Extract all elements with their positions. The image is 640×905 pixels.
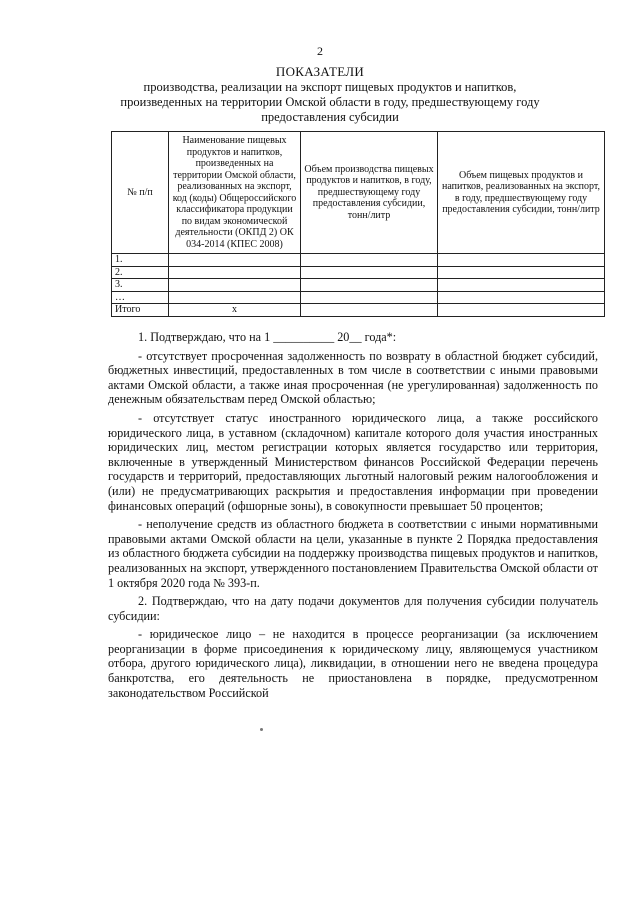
table-cell [301, 304, 438, 317]
table-cell [169, 279, 301, 292]
table-cell [438, 266, 605, 279]
document-subtitle: производства, реализации на экспорт пищевых продуктов и напитков, произведенных на территории Омской области в году, предшествующему году предоставления субсидии [120, 80, 540, 124]
table-row [112, 279, 605, 292]
document-title: ПОКАЗАТЕЛИ [275, 64, 365, 79]
scan-speck [260, 728, 263, 731]
table-cell [301, 279, 438, 292]
table-cell [438, 254, 605, 267]
table-cell: … [112, 291, 169, 304]
table-cell [301, 266, 438, 279]
table-cell: х [169, 304, 301, 317]
table-cell [438, 291, 605, 304]
table-cell [438, 279, 605, 292]
table-cell [301, 254, 438, 267]
table-cell: 2. [112, 266, 169, 279]
table-row [112, 266, 605, 279]
document-body [108, 330, 598, 704]
table-row [112, 254, 605, 267]
table-cell [169, 254, 301, 267]
table-cell: 3. [112, 279, 169, 292]
table-header-row [112, 132, 605, 254]
paragraph: - отсутствует просроченная задолженность по возврату в областной бюджет субсидий, бюджетных инвестиций, предоставленных в том числе в соответствии с иными правовыми актами Омской области, а также иная просроченная (не урегулированная) задолженность по денежным обязательствам перед Омской областью; [108, 348, 598, 407]
paragraph: - неполучение средств из областного бюджета в соответствии с иными нормативными правовыми актами Омской области на цели, указанные в пункте 2 Порядка предоставления из областного бюджета субсидии на поддержку производства пищевых продуктов и напитков, реализованных на экспорт, утвержденного постановлением Правительства Омской области от 1 октября 2020 года № 393-п. [108, 517, 598, 590]
table-cell [438, 304, 605, 317]
paragraph: 1. Подтверждаю, что на 1 __________ 20__ года*: [138, 330, 397, 344]
header-production-volume: Объем производства пищевых продуктов и напитков, в году, предшествующему году предоставления субсидии, тонн/литр [301, 132, 438, 254]
table-cell: 1. [112, 254, 169, 267]
table-cell [169, 266, 301, 279]
table-cell [169, 291, 301, 304]
header-product-name: Наименование пищевых продуктов и напитков, произведенных на территории Омской области, реализованных на экспорт, код (коды) Общероссийского классификатора продукции по видам экономической деятельности (ОКПД 2) ОК 034-2014 (КПЕС 2008) [169, 132, 301, 254]
header-number: № п/п [112, 132, 169, 254]
indicators-table [111, 131, 605, 317]
paragraph: - юридическое лицо – не находится в процессе реорганизации (за исключением реорганизации в форме присоединения к юридическому лицу, являющемуся участником отбора, другого юридического лица), ликвидации, в отношении него не введена процедура банкротства, его деятельность не приостановлена в порядке, предусмотренном законодательством Российской [108, 627, 598, 700]
paragraph: 2. Подтверждаю, что на дату подачи документов для получения субсидии получатель субсидии: [108, 594, 598, 623]
header-export-volume: Объем пищевых продуктов и напитков, реализованных на экспорт, в году, предшествующему году предоставления субсидии, тонн/литр [438, 132, 605, 254]
table-cell [301, 291, 438, 304]
table-row [112, 291, 605, 304]
page-number: 2 [317, 44, 323, 58]
table-total-row [112, 304, 605, 317]
table-cell: Итого [112, 304, 169, 317]
paragraph: - отсутствует статус иностранного юридического лица, а также российского юридического лица, в уставном (складочном) капитале которого доля участия иностранных юридических лиц, местом регистрации которых является государство или территория, включенные в утвержденный Министерством финансов Российской Федерации перечень государств и территорий, предоставляющих льготный налоговый режим налогообложения и (или) не предусматривающих раскрытия и предоставления информации при проведении финансовых операций (офшорные зоны), в совокупности превышает 50 процентов; [108, 410, 598, 513]
